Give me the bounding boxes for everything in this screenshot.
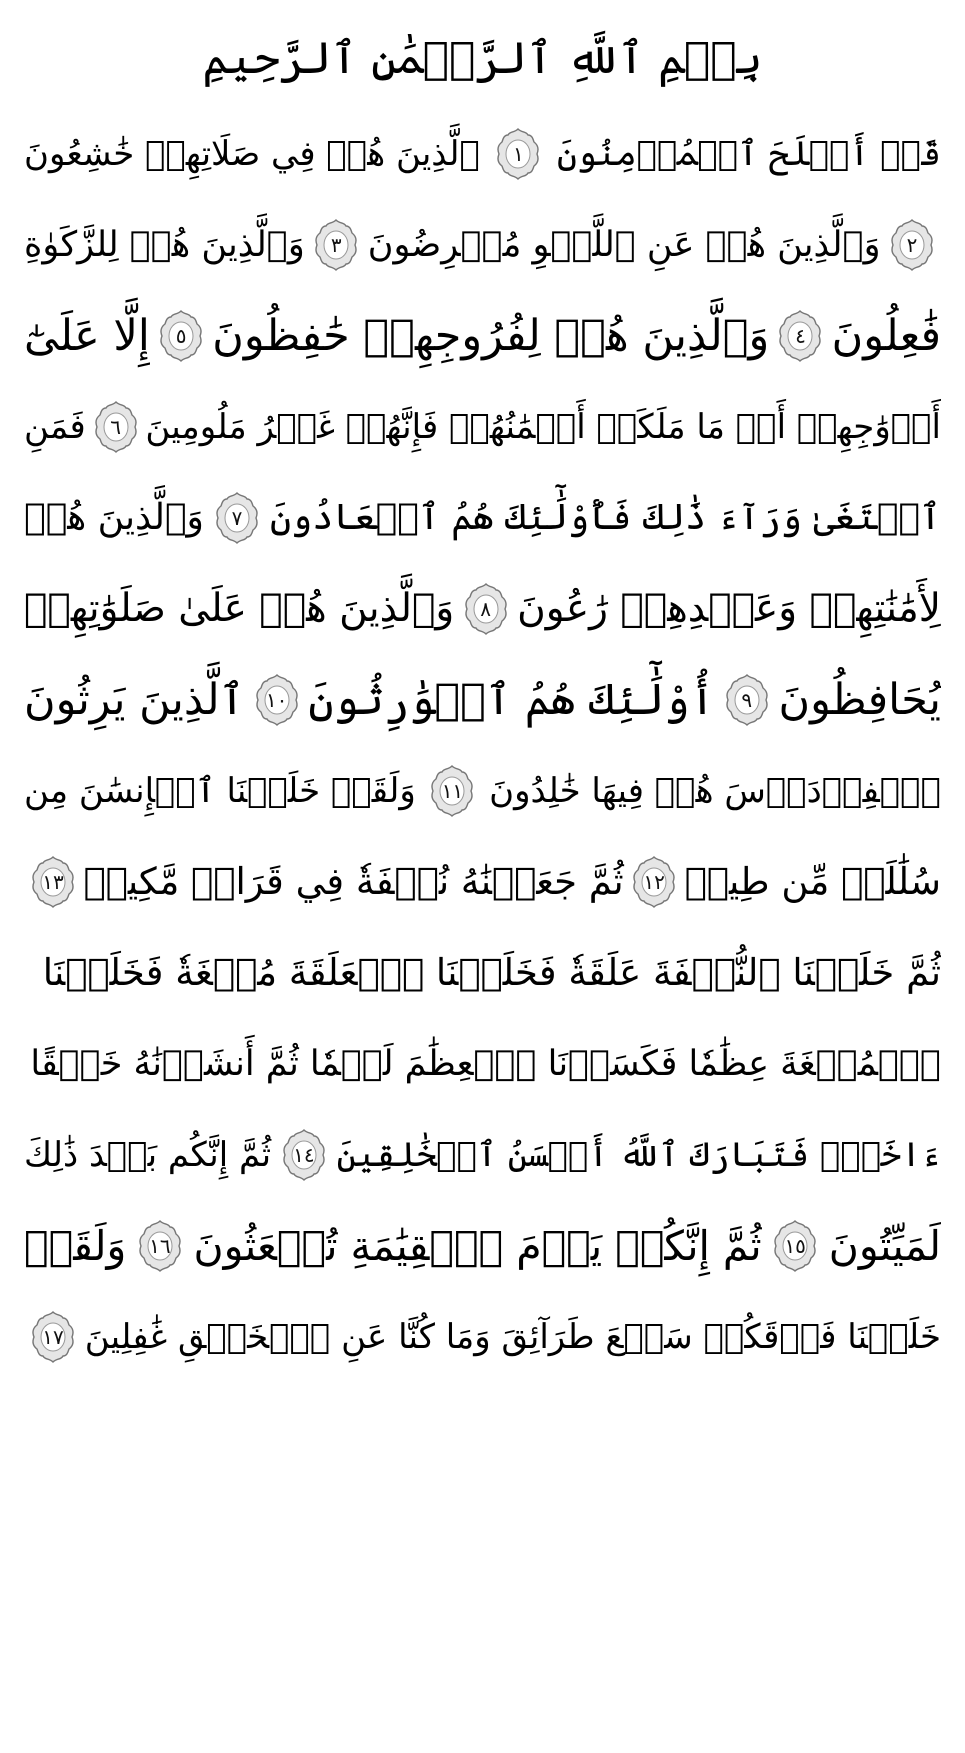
verse-line [24,927,941,1018]
ayah-number-marker [631,855,677,909]
verse-text: فَمَنِ [24,406,86,447]
ayah-number-marker [724,673,770,727]
ayah-number: ٤ [795,323,806,348]
verse-line [24,290,941,381]
ayah-number-marker [30,1310,76,1364]
ayah-number-marker [254,673,300,727]
ayah-number: ٩ [741,687,753,712]
ayah-number-marker [429,764,475,818]
verse-text: وَٱلَّذِينَ هُمۡ لِلزَّكَوٰةِ [24,224,305,265]
verse-text: ثُمَّ خَلَقۡنَا ٱلنُّطۡفَةَ عَلَقَةٗ فَخَلَقۡنَا ٱلۡعَلَقَةَ مُضۡغَةٗ فَخَلَقۡنَا [42,951,941,994]
verse-text: لَمَيِّتُونَ [828,1221,941,1270]
verse-line [24,108,941,199]
ayah-number: ٢ [906,232,918,257]
ayah-number-marker [214,491,260,545]
verse-text: ٱلَّذِينَ هُمۡ فِي صَلَاتِهِمۡ خَٰشِعُونَ [24,133,480,174]
verse-text: وَٱلَّذِينَ هُمۡ [24,497,204,538]
ayah-number-marker [772,1219,818,1273]
ayah-number-marker [777,309,823,363]
ayah-number-marker [463,582,509,636]
ayah-number-marker [889,218,935,272]
verse-text: خَلَقۡنَا فَوۡقَكُمۡ سَبۡعَ طَرَآئِقَ وَمَا كُنَّا عَنِ ٱلۡخَلۡقِ غَٰفِلِينَ [84,1316,941,1357]
ayah-number: ١٧ [42,1324,64,1349]
basmala: بِسۡمِ ٱللَّهِ ٱلرَّحۡمَٰنِ ٱلرَّحِيمِ [202,33,763,84]
ayah-number: ٧ [231,505,243,530]
ayah-number: ٨ [480,596,492,621]
verse-line [24,563,941,654]
ayah-number-marker [281,1128,327,1182]
ayah-number: ٥ [175,323,187,348]
ayah-number-marker [495,127,541,181]
verse-line [24,1200,941,1291]
verse-text: وَٱلَّذِينَ هُمۡ لِفُرُوجِهِمۡ حَٰفِظُونَ [212,310,770,361]
ayah-number: ١٦ [149,1233,171,1258]
verse-text: ٱلۡمُضۡغَةَ عِظَٰمٗا فَكَسَوۡنَا ٱلۡعِظَٰمَ لَحۡمٗا ثُمَّ أَنشَأۡنَٰهُ خَلۡقًا [30,1043,941,1084]
verse-text: فَٰعِلُونَ [831,310,941,361]
verse-text: وَلَقَدۡ [24,1221,127,1270]
verse-text: يُحَافِظُونَ [778,674,941,725]
verse-line [24,1291,941,1382]
ayah-number: ١٠ [265,687,288,712]
ayah-number-marker [93,400,139,454]
verse-text: ٱلَّذِينَ يَرِثُونَ [24,674,245,725]
verse-text: وَٱلَّذِينَ هُمۡ عَنِ ٱللَّغۡوِ مُعۡرِضُونَ [367,224,881,265]
ayah-number-marker [30,855,76,909]
verse-text: وَلَقَدۡ خَلَقۡنَا ٱلۡإِنسَٰنَ مِن [24,771,416,811]
verse-line [24,836,941,927]
verse-line [24,381,941,472]
verse-text: قَدۡ أَفۡلَحَ ٱلۡمُؤۡمِنُونَ [556,134,941,174]
verse-text: ثُمَّ جَعَلۡنَٰهُ نُطۡفَةٗ فِي قَرَارٖ مَّكِينٖ [83,860,624,903]
verse-text: ءَاخَرَۚ فَتَبَارَكَ ٱللَّهُ أَحۡسَنُ ٱلۡخَٰلِقِينَ [336,1135,941,1175]
verse-lines [24,108,941,1382]
verse-text: سُلَٰلَةٖ مِّن طِينٖ [684,860,941,903]
verse-line [24,1109,941,1200]
ayah-number: ٦ [110,414,121,439]
verse-text: إِلَّا عَلَىٰٓ [24,310,150,361]
ayah-number: ١٤ [293,1142,315,1167]
ayah-number: ١١ [441,778,464,803]
verse-line [24,199,941,290]
ayah-number: ١ [513,141,524,166]
verse-line [24,745,941,836]
verse-line [24,654,941,745]
verse-text: أُوْلَٰٓئِكَ هُمُ ٱلۡوَٰرِثُونَ [308,674,715,725]
verse-text: ثُمَّ إِنَّكُم بَعۡدَ ذَٰلِكَ [24,1134,272,1175]
ayah-number-marker [137,1219,183,1273]
verse-text: ثُمَّ إِنَّكُمۡ يَوۡمَ ٱلۡقِيَٰمَةِ تُبۡعَثُونَ [193,1221,762,1270]
verse-text: ٱبۡتَغَىٰ وَرَآءَ ذَٰلِكَ فَأُوْلَٰٓئِكَ هُمُ ٱلۡعَادُونَ [270,497,941,538]
ayah-number: ٣ [330,232,342,257]
verse-text: لِأَمَٰنَٰتِهِمۡ وَعَهۡدِهِمۡ رَٰعُونَ [517,586,941,631]
verse-text: أَزۡوَٰجِهِمۡ أَوۡ مَا مَلَكَتۡ أَيۡمَٰنُهُمۡ فَإِنَّهُمۡ غَيۡرُ مَلُومِينَ [145,406,941,447]
ayah-number-marker [313,218,359,272]
ayah-number: ١٢ [643,869,665,894]
ayah-number: ١٥ [784,1233,806,1258]
verse-text: وَٱلَّذِينَ هُمۡ عَلَىٰ صَلَوَٰتِهِمۡ [24,586,455,631]
ayah-number: ١٣ [42,869,64,894]
verse-line [24,1018,941,1109]
verse-line [24,472,941,563]
verse-text: ٱلۡفِرۡدَوۡسَ هُمۡ فِيهَا خَٰلِدُونَ [489,770,941,811]
ayah-number-marker [158,309,204,363]
